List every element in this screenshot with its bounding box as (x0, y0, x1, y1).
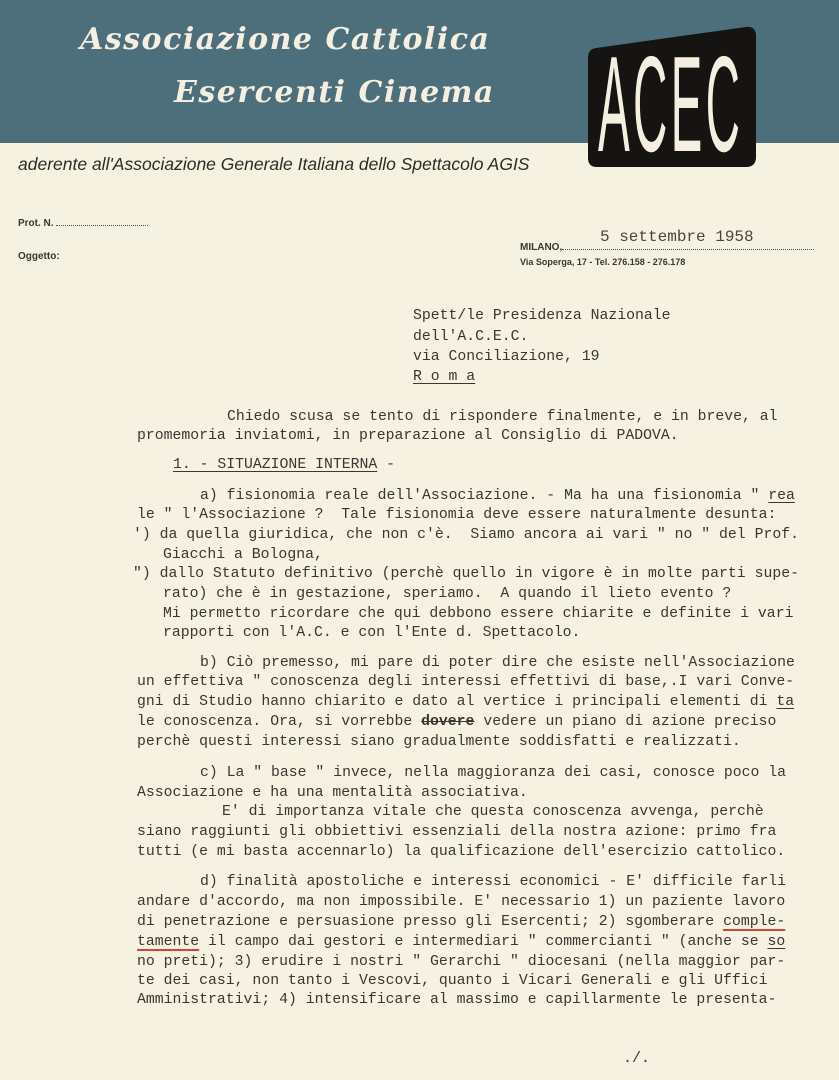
body-line: andare d'accordo, ma non impossibile. E' necessario 1) un paziente lavoro (137, 894, 786, 910)
body-line (137, 912, 785, 932)
body-line: c) La " base " invece, nella maggioranza dei casi, conosce poco la (200, 765, 787, 781)
body-line (137, 712, 776, 732)
heading-tail: - (377, 457, 395, 473)
org-name-line2: Esercenti Cinema (174, 75, 495, 110)
body-line: Giacchi a Bologna, (163, 547, 323, 563)
prot-dotted-line (56, 225, 148, 226)
body-line: un effettiva " conoscenza degli interessi effettivi di base,.I vari Conve- (137, 674, 795, 690)
city-label: MILANO, (520, 242, 563, 253)
body-line: le " l'Associazione ? Tale fisionomia deve essere naturalmente desunta: (137, 507, 777, 523)
text: di penetrazione e persuasione presso gli Esercenti; 2) sgomberare (137, 914, 724, 930)
underlined-text: ta (776, 694, 795, 710)
body-line: E' di importanza vitale che questa conoscenza avvenga, perchè (222, 804, 764, 820)
logo-text: ACEC (598, 28, 744, 172)
body-line: b) Ciò premesso, mi pare di poter dire che esiste nell'Associazione (200, 655, 795, 671)
body-line: promemoria inviatomi, in preparazione al Consiglio di PADOVA. (137, 428, 679, 444)
text: gni di Studio hanno chiarito e dato al vertice i principali elementi di (137, 694, 777, 710)
red-underlined-text: comple- (723, 914, 786, 930)
heading-text: 1. - SITUAZIONE INTERNA (173, 457, 378, 473)
body-line (200, 486, 795, 506)
recipient-line: via Conciliazione, 19 (413, 349, 600, 365)
oggetto-label: Oggetto: (18, 251, 60, 262)
body-line: no preti); 3) erudire i nostri " Gerarchi " diocesani (nella maggior par- (137, 954, 786, 970)
sender-address: Via Soperga, 17 - Tel. 276.158 - 276.178 (520, 257, 686, 267)
text: a) fisionomia reale dell'Associazione. - Ma ha una fisionomia " (200, 488, 769, 504)
red-underlined-text: tamente (137, 934, 200, 950)
body-line: tutti (e mi basta accennarlo) la qualificazione dell'esercizio cattolico. (137, 844, 786, 860)
text: il campo dai gestori e intermediari " commercianti " (anche se (199, 934, 768, 950)
text: vedere un piano di azione preciso (474, 714, 777, 730)
body-line: d) finalità apostoliche e interessi economici - E' difficile farli (200, 874, 787, 890)
org-name-line1: Associazione Cattolica (80, 22, 491, 57)
recipient-city: R o m a (413, 369, 476, 385)
recipient-line: dell'A.C.E.C. (413, 329, 529, 345)
body-line: rato) che è in gestazione, speriamo. A quando il lieto evento ? (163, 586, 732, 602)
body-line: Chiedo scusa se tento di rispondere finalmente, e in breve, al (227, 409, 778, 425)
prot-field (18, 218, 148, 229)
body-line: perchè questi interessi siano gradualmente soddisfatti e realizzati. (137, 734, 741, 750)
body-line: ") dallo Statuto definitivo (perchè quello in vigore è in molte parti supe- (133, 566, 799, 582)
struck-text: dovere (421, 714, 475, 730)
date-dotted-line (562, 249, 814, 250)
body-line (137, 932, 785, 952)
body-line: ') da quella giuridica, che non c'è. Siamo ancora ai vari " no " del Prof. (133, 527, 799, 543)
body-line: Associazione e ha una mentalità associativa. (137, 785, 528, 801)
prot-label: Prot. N. (18, 218, 54, 229)
section-heading (173, 455, 395, 475)
body-line: te dei casi, non tanto i Vescovi, quanto i Vicari Generali e gli Uffici (137, 973, 768, 989)
underlined-text: so (767, 934, 786, 950)
letter-date: 5 settembre 1958 (600, 228, 754, 246)
text: le conoscenza. Ora, si vorrebbe (137, 714, 422, 730)
acec-logo (580, 22, 760, 172)
tagline: aderente all'Associazione Generale Italiana dello Spettacolo AGIS (18, 154, 530, 174)
body-line: Amministrativi; 4) intensificare al massimo e capillarmente le presenta- (137, 992, 777, 1008)
body-line: Mi permetto ricordare che qui debbono essere chiarite e definite i vari (163, 606, 794, 622)
body-line (137, 692, 794, 712)
body-line: siano raggiunti gli obbiettivi essenziali della nostra azione: primo fra (137, 824, 777, 840)
city-field (520, 242, 814, 253)
body-line: rapporti con l'A.C. e con l'Ente d. Spettacolo. (163, 625, 581, 641)
recipient-line: Spett/le Presidenza Nazionale (413, 308, 671, 324)
continuation-mark: ./. (623, 1050, 651, 1067)
underlined-text: rea (768, 488, 795, 504)
